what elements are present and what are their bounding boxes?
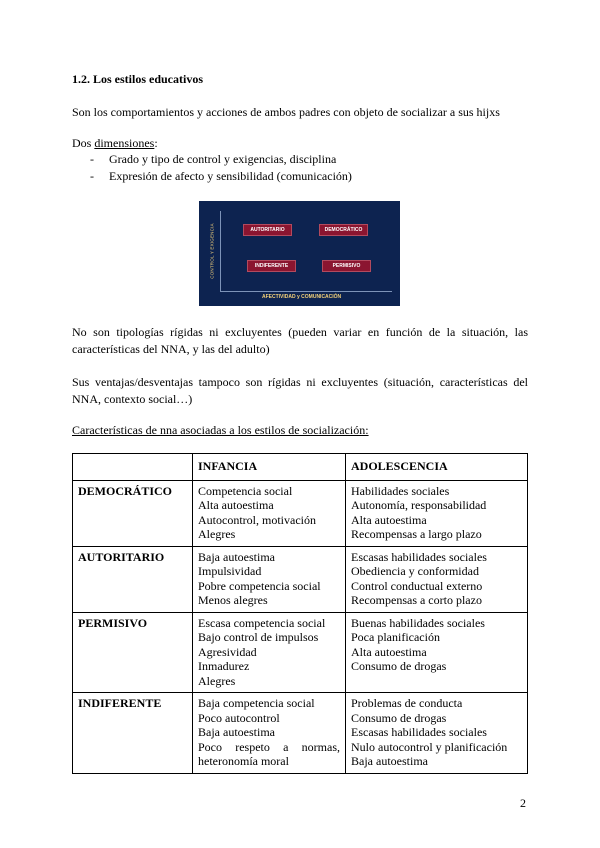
list-item-text: Expresión de afecto y sensibilidad (comunicación) (109, 169, 352, 183)
paragraph-tipologias: No son tipologías rígidas ni excluyentes (pueden variar en función de la situación, las características del NNA, y las del adulto) (72, 325, 528, 356)
cell-line: heteronomía moral (198, 754, 289, 768)
infancia-cell (193, 480, 346, 546)
box-democratico: DEMOCRÁTICO (319, 224, 368, 236)
row-style-democratico: DEMOCRÁTICO (73, 480, 193, 546)
page-number: 2 (520, 796, 526, 810)
table-row (73, 480, 528, 546)
section-heading: 1.2. Los estilos educativos (72, 72, 204, 86)
cell-line: Agresividad (198, 644, 257, 659)
infancia-cell (193, 693, 346, 774)
cell-line: Recompensas a largo plazo (351, 527, 482, 541)
dimensions-title (72, 135, 528, 152)
box-permisivo: PERMISIVO (322, 260, 371, 272)
adolescencia-cell (346, 480, 528, 546)
cell-line: Bajo control de impulsos (198, 630, 319, 644)
table-row (73, 612, 528, 693)
infancia-cell (193, 612, 346, 693)
list-item (72, 168, 352, 185)
adolescencia-cell (346, 693, 528, 774)
cell-line: Escasa competencia social (198, 615, 326, 630)
cell-line: Baja autoestima (198, 725, 275, 739)
y-axis-label: CONTROL Y EXIGENCIA (209, 223, 215, 279)
cell-line: Consumo de drogas (351, 659, 447, 673)
header-empty (73, 454, 193, 481)
cell-line: Autonomía, responsabilidad (351, 498, 487, 512)
x-axis-line (220, 291, 392, 292)
adolescencia-cell (346, 546, 528, 612)
cell-line: Problemas de conducta (351, 696, 463, 710)
dash-bullet: - (90, 169, 94, 183)
table-row (73, 546, 528, 612)
cell-line: Alta autoestima (198, 498, 274, 512)
box-autoritario: AUTORITARIO (243, 224, 292, 236)
cell-line: Autocontrol, motivación (198, 512, 316, 527)
header-adolescencia: ADOLESCENCIA (346, 454, 528, 481)
cell-line: Alta autoestima (351, 512, 427, 527)
cell-line: Nulo autocontrol y planificación (351, 739, 508, 754)
row-style-indiferente: INDIFERENTE (73, 693, 193, 774)
styles-table (72, 453, 528, 774)
cell-line: Poco respeto a normas, (198, 739, 340, 754)
cell-line: Control conductual externo (351, 578, 483, 593)
cell-line: Baja autoestima (351, 754, 428, 768)
row-style-permisivo: PERMISIVO (73, 612, 193, 693)
row-style-autoritario: AUTORITARIO (73, 546, 193, 612)
cell-line: Habilidades sociales (351, 483, 450, 498)
cell-line: Recompensas a corto plazo (351, 593, 482, 607)
x-axis-label: AFECTIVIDAD y COMUNICACIÓN (262, 294, 342, 300)
cell-line: Escasas habilidades sociales (351, 549, 487, 564)
cell-line: Consumo de drogas (351, 710, 447, 725)
paragraph-ventajas: Sus ventajas/desventajas tampoco son rígidas ni excluyentes (situación, características del NNA, contexto social…) (72, 375, 528, 406)
intro-paragraph: Son los comportamientos y acciones de ambos padres con objeto de socializar a sus hijxs (72, 105, 500, 119)
cell-line: Poco autocontrol (198, 710, 280, 725)
cell-line: Pobre competencia social (198, 578, 321, 593)
list-item-text: Grado y tipo de control y exigencias, disciplina (109, 152, 337, 166)
dimensions-suffix: : (154, 136, 158, 150)
cell-line: Inmadurez (198, 659, 250, 673)
cell-line: Escasas habilidades sociales (351, 725, 487, 739)
box-indiferente: INDIFERENTE (247, 260, 296, 272)
table-row (73, 693, 528, 774)
y-axis-line (220, 211, 221, 291)
cell-line: Poca planificación (351, 630, 440, 644)
cell-line: Baja autoestima (198, 549, 275, 564)
cell-line: Impulsividad (198, 564, 262, 578)
cell-line: Menos alegres (198, 593, 268, 607)
styles-diagram (199, 201, 400, 306)
dimensions-word: dimensiones (94, 136, 155, 150)
dash-bullet: - (90, 152, 94, 166)
table-caption: Características de nna asociadas a los estilos de socialización: (72, 423, 369, 437)
list-item (72, 151, 352, 168)
cell-line: Buenas habilidades sociales (351, 615, 485, 630)
cell-line: Competencia social (198, 483, 293, 498)
table-header-row (73, 454, 528, 481)
cell-line: Alta autoestima (351, 644, 427, 659)
header-infancia: INFANCIA (193, 454, 346, 481)
cell-line: Baja competencia social (198, 696, 315, 710)
infancia-cell (193, 546, 346, 612)
cell-line: Alegres (198, 673, 236, 688)
adolescencia-cell (346, 612, 528, 693)
dimensions-prefix: Dos (72, 136, 95, 150)
cell-line: Obediencia y conformidad (351, 564, 479, 578)
dimensions-list (72, 151, 352, 185)
cell-line: Alegres (198, 527, 236, 541)
